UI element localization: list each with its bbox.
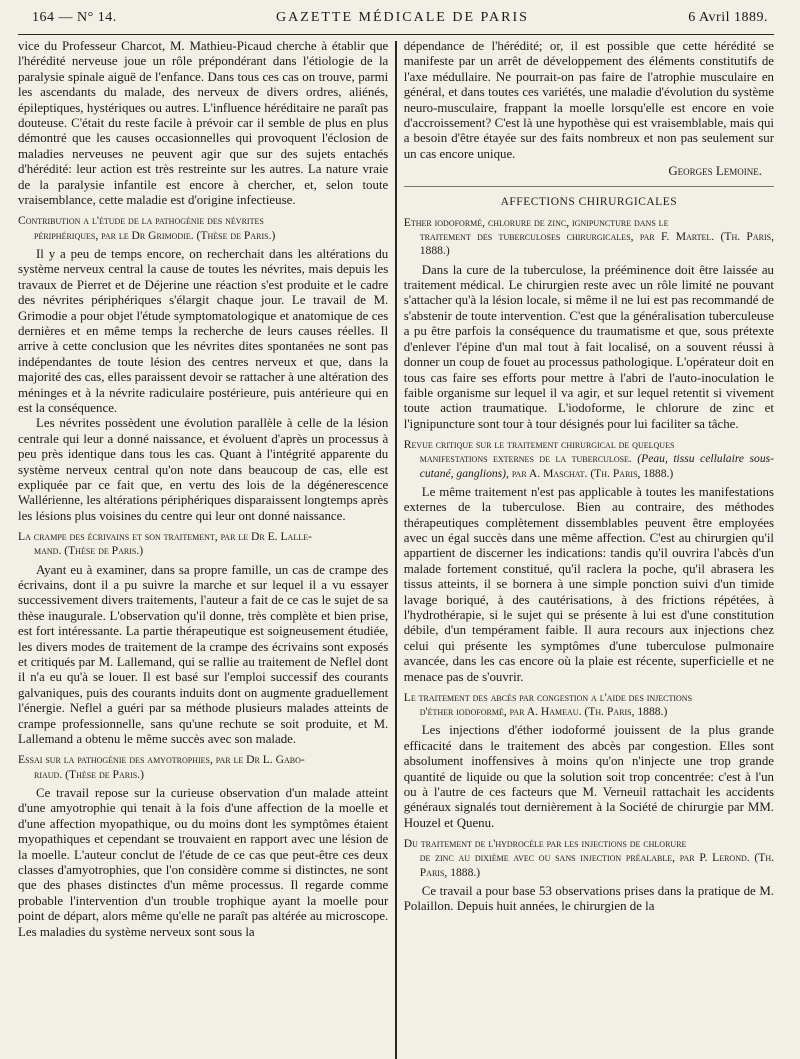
section-heading-hydrocele [404,837,774,880]
paragraph: Ce travail a pour base 53 observations prises dans la pratique de M. Polaillon. Depuis huit années, le chirurgien de la [403,883,774,914]
section-heading-amyotrophies [18,753,388,781]
heading-line: d'éther iodoformé, par A. Hameau. (Th. Paris, 1888.) [419,705,668,719]
heading-line: Revue critique sur le traitement chirurgical de quelques [403,438,675,452]
paragraph: Dans la cure de la tuberculose, la prééminence doit être laissée au traitement médical. Le chirurgien reste avec un rôle limité ne pouvant s'attacher qu'à la lésion locale, si même il ne lui est pas recommandé de s'abstenir de toute intervention. C'est que la généralisation tuberculeuse a pu être parfois la conséquence du traumatisme et que, sous prétexte d'enlever l'épine d'un mal tout à fait localisé, on a souvent réussi à donner un coup de fouet au processus pathologique. L'opérateur doit en tous cas faire ses efforts pour mettre à l'abri de l'auto-inoculation le faible organisme sur lequel il va agir, et sur lequel retentit si vivement toute action traumatique. L'iodoforme, le chlorure de zinc et l'ignipuncture sont tour à tour désignés pour lui faciliter sa tâche. [403,262,774,431]
heading-line: Ether iodoformé, chlorure de zinc, ignipuncture dans le [403,216,669,230]
heading-line: La crampe des écrivains et son traitement, par le Dr E. Lalle- [18,530,312,544]
journal-title: GAZETTE MÉDICALE DE PARIS [276,10,529,25]
page-number: 164 — N° 14. [32,10,117,25]
heading-line: manifestations externes de la tuberculose. [419,452,632,466]
heading-italic: (Peau, tissu cellulaire sous-cutané, ganglions), [419,452,774,480]
issue-date: 6 Avril 1889. [688,10,768,25]
paragraph: vice du Professeur Charcot, M. Mathieu-Picaud cherche à établir que l'hérédité nerveuse joue un rôle prépondérant dans l'étiologie de la paralysie spinale aiguë de l'enfance. Dans tous ces cas on trouve, parmi les ascendants du malade, des nerveux de divers ordres, aliénés, épileptiques, hystériques ou autres. L'influence héréditaire ne paraît pas douteuse. C'était du reste facile à prévoir car il semble de plus en plus démontré que les causes occasionnelles qui provoquent l'éclosion de maladies nerveuses ne peuvent agir que sur des sujets entachés d'hérédité: leur action est très restreinte sur les autres. La nature vraie de la paralysie infantile est encore à chercher, et, selon toute vraisemblance, cette maladie est d'origine infectieuse. [18,39,389,208]
heading-line: Le traitement des abcès par congestion a l'aide des injections [403,691,693,705]
heading-line: traitement des tuberculoses chirurgicales, par F. Martel. (Th. Paris, 1888.) [419,230,774,258]
page-header [18,10,774,35]
paragraph: Les injections d'éther iodoformé jouissent de la plus grande efficacité dans le traitement des abcès par congestion. Elles sont absolument inoffensives à moins qu'on n'injecte une trop grande quantité de liquide ou que la solution soit trop concentrée: c'est à l'un ou à l'autre de ces facteurs que M. Verneuil rattachait les accidents généraux signalés tout dernièrement à la Société de chirurgie par MM. Houzel et Quenu. [403,723,774,830]
paragraph: Il y a peu de temps encore, on recherchait dans les altérations du système nerveux central la cause de toutes les névrites, mais depuis les travaux de Pierret et de Déjerine une réaction s'est produite et le cadre des névrites périphériques s'élargit chaque jour. Le travail de M. Grimodie a pour objet l'étude symptomatologique et anatomique de ces dernières et en même temps la recherche de leurs causes réelles. Il arrive à cette conclusion que les névrites dites spontanées ne sont pas indépendantes de toute lésion des centres nerveux et que, dans la majorité des cas, elles paraissent devoir se rattacher à une altération des méninges et à la névrite radiculaire postérieure, puis antérieure qui en est la conséquence. [18,246,389,415]
heading-line: périphériques, par le Dr Grimodie. (Thèse de Paris.) [34,228,276,242]
heading-line: riaud. (Thèse de Paris.) [34,767,144,781]
paragraph: Les névrites possèdent une évolution parallèle à celle de la lésion centrale qui leur a donné naissance, et évoluent d'après un processus à peu près identique dans tous les cas. Quant à l'intégrité apparente du système nerveux central qu'on note dans beaucoup de cas, elle est expliquée par ce fait que, en vertu des lois de la dégénerescence Wallérienne, les altérations périphériques disparaissent longtemps après les lésions plus voisines du centre qui leur ont donné naissance. [18,416,389,523]
author-signature: Georges Lemoine. [668,164,762,179]
section-heading-ether [404,216,774,259]
section-heading-abces [404,691,774,719]
heading-line: Du traitement de l'hydrocèle par les injections de chlorure [403,837,687,851]
text-columns [18,39,774,1059]
heading-line: de zinc au dixième avec ou sans injection préalable, par P. Lerond. (Th. Paris, 1888.) [419,851,774,879]
paragraph: Ce travail repose sur la curieuse observation d'un malade atteint d'une amyotrophie qui tenait à la fois d'une affection de la moelle et d'une affection myopathique, ou du moins dont les symptômes étaient myopathiques et cependant se trouvaient en rapport avec une lésion de la moelle. L'auteur conclut de l'étude de ce cas que peut-être ces deux classes d'amyotrophies, que l'on considère comme si distinctes, ne sont que des phases distinctes d'un même processus. Il regarde comme probable l'intervention d'un trouble trophique ayant la moelle pour point de départ, alors même qu'elle ne paraît pas altérée au microscope. Les maladies du système nerveux sont sous la [18,785,389,939]
heading-line: mand. (Thèse de Paris.) [34,544,144,558]
heading-line: par A. Maschat. (Th. Paris, 1888.) [511,466,674,480]
section-heading-nevrites [18,214,388,242]
section-title-affections: AFFECTIONS CHIRURGICALES [500,195,678,208]
heading-line: Contribution a l'étude de la pathogénie des névrites [18,214,264,228]
section-heading-crampe [18,530,388,558]
right-column [397,39,774,1059]
paragraph: dépendance de l'hérédité; or, il est possible que cette hérédité se manifeste par un arrêt de développement des éléments constitutifs de l'axe médullaire. Ne pourrait-on pas faire de l'atrophie musculaire en général, et dans toutes ces variétés, une maladie d'évolution du système neuro-musculaire, frappant la moelle lorsqu'elle est encore en voie d'accroissement? C'est là une hypothèse qui est vraisemblable, mais qui a besoin d'être étayée sur des faits nombreux et non pas seulement sur un cas encore unique. [403,39,774,161]
section-divider [404,186,774,187]
section-heading-revue [404,438,774,481]
left-column [18,39,395,1059]
paragraph: Le même traitement n'est pas applicable à toutes les manifestations externes de la tuberculose. Bien au contraire, des méthodes thérapeutiques complètement dissemblables peuvent être employées avec un égal succès dans une même affection. C'est au chirurgien qu'il appartient de discerner les indications: tandis qu'il ouvrira l'abcès d'un malade fortement constitué, qu'il raclera la poche, qu'il abrasera les tissus atteints, il se bornera à une simple ponction suivi d'un timide lavage boriqué, à des cautérisations, à des frictions répétées, à l'hydrothérapie, si le sujet qui se présente à lui est d'une constitution débile, d'un tempérament faible. Il aura recours aux injections chez celui qui présente les symptômes d'une tuberculose pulmonaire avancée, dans les cas encore où la plaie est récente, superficielle et ne menace pas de s'ouvrir. [403,484,774,684]
heading-line: Essai sur la pathogénie des amyotrophies, par le Dr L. Gabo- [18,753,305,767]
paragraph: Ayant eu à examiner, dans sa propre famille, un cas de crampe des écrivains, dont il a pu suivre la marche et sur lequel il a vu essayer successivement divers traitements, l'auteur a fait de ce cas le sujet de sa thèse inaugurale. L'observation qu'il donne, très complète et bien prise, est fort intéressante. La partie thérapeutique est soigneusement étudiée, les divers modes de traitement de la crampe des écrivains sont exposés et critiqués par M. Lallemand, qui se rallie au traitement de Neflel dont il n'a eu qu'à se louer. Il est basé sur l'emploi successif des courants galvaniques, puis des courants induits dont on augmente graduellement l'énergie. Neflel a guéri par sa méthode plusieurs malades atteints de crampe professionnelle, sans qu'une rechute se soit produite, et M. Lallemand a obtenu le même succès avec son malade. [18,562,389,747]
